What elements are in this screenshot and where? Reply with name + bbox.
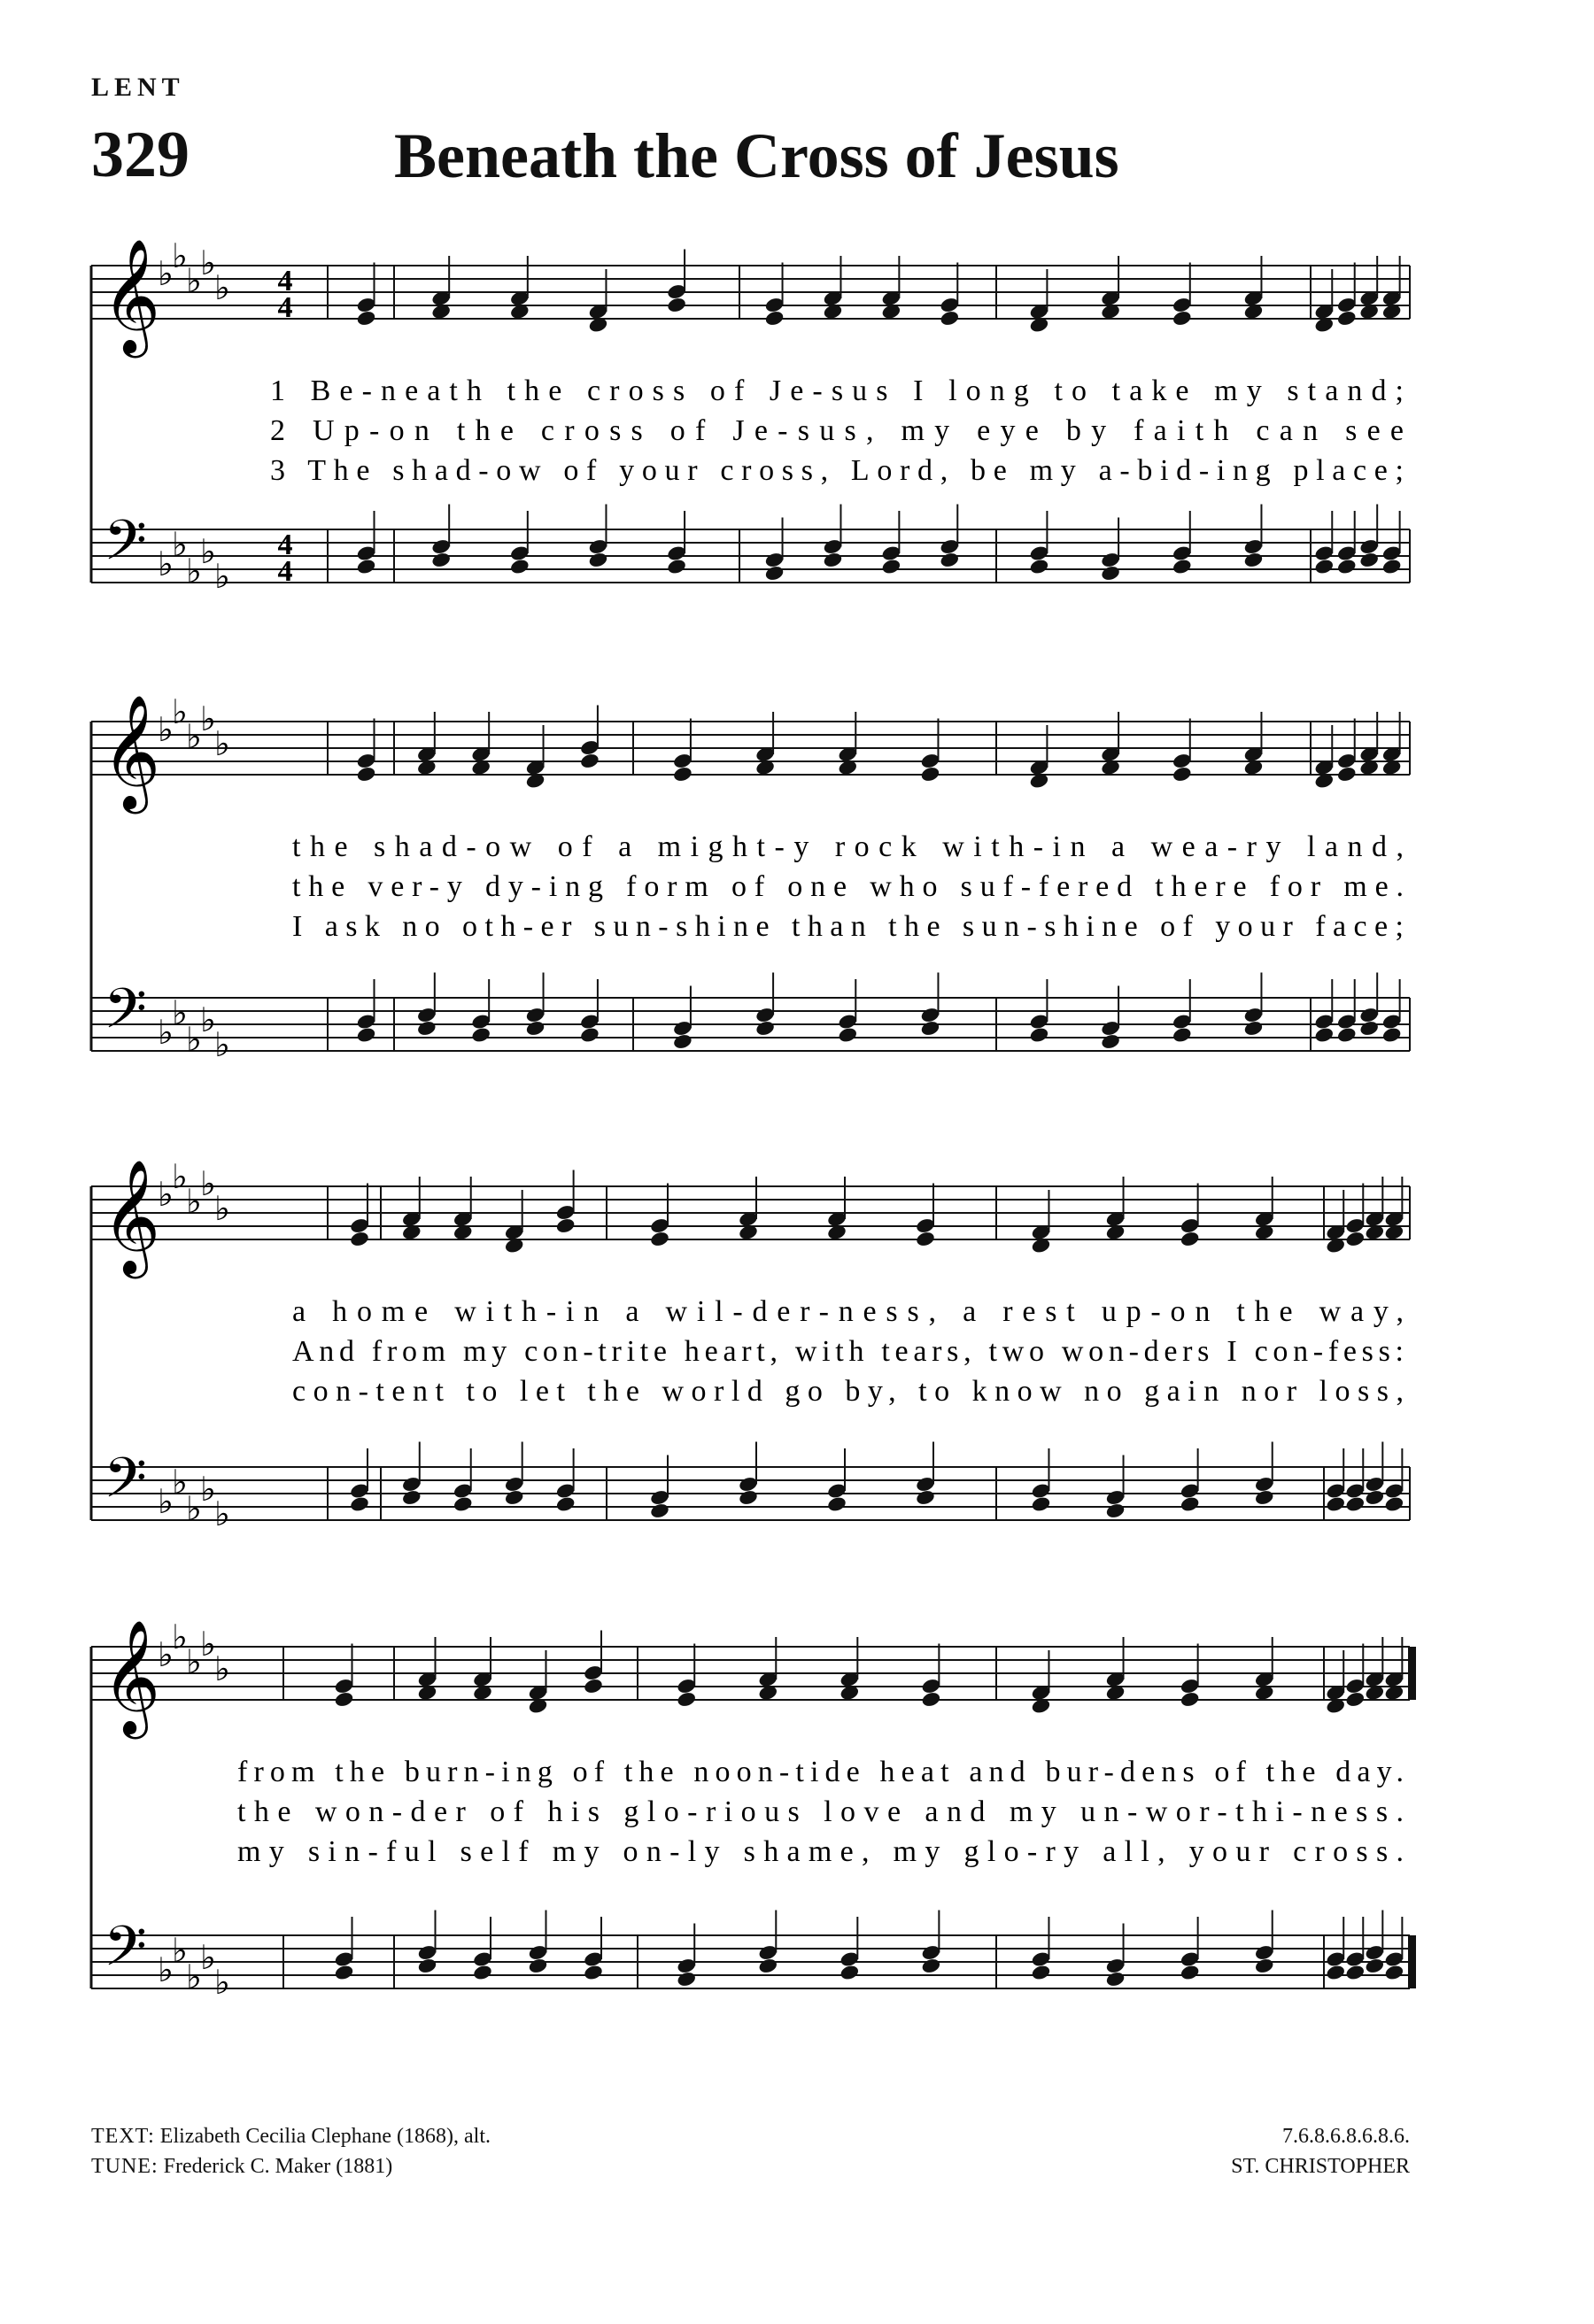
notehead [579,1026,600,1044]
notehead [915,1489,936,1507]
lyric-line-verse-1: a home with-in a wil-der-ness, a rest up-on the way, [292,1295,1404,1328]
notehead [525,1020,546,1038]
notehead [1172,558,1193,575]
flat-icon: ♭ [172,1159,188,1196]
flat-icon: ♭ [172,995,188,1032]
notehead [1344,1964,1366,1981]
notehead [738,1489,759,1507]
notehead [356,310,377,328]
meter: 7.6.8.6.8.6.8.6. [1282,2125,1410,2148]
notehead [1358,1020,1380,1038]
notehead [1105,1971,1126,1988]
lyric-line-verse-3: my sin-ful self my on-ly shame, my glo-ry all, your cross. [237,1835,1404,1868]
flat-icon: ♭ [158,546,174,583]
text-credit [91,2121,491,2151]
notehead [334,1691,355,1709]
flat-icon: ♭ [214,1965,230,2002]
flat-icon: ♭ [186,1022,202,1059]
lyric-line-verse-3: I ask no oth-er sun-shine than the sun-shine of your face; [292,910,1404,943]
flat-icon: ♭ [200,1940,216,1977]
notehead [1100,1033,1121,1051]
lyric-line-verse-3: 3 The shad-ow of your cross, Lord, be my a-bid-ing place; [270,454,1404,487]
notehead [416,1020,437,1038]
notehead [1254,1489,1275,1507]
flat-icon: ♭ [186,719,202,756]
notehead [1180,1964,1201,1981]
notehead [1180,1691,1201,1709]
flat-icon: ♭ [158,1637,174,1674]
flat-icon: ♭ [214,1191,230,1228]
notehead [1344,1495,1366,1513]
final-barline [1408,1647,1416,1700]
notehead [1243,552,1265,569]
hymn-title: Beneath the Cross of Jesus [394,120,1119,191]
notehead [453,1495,474,1513]
time-signature-digit: 4 [277,529,293,561]
notehead [1325,1495,1346,1513]
flat-icon: ♭ [172,1464,188,1502]
notehead [579,753,600,770]
notehead [1254,1957,1275,1975]
notehead [915,1231,936,1248]
lyric-line-verse-2: And from my con-trite heart, with tears, two won-ders I con-fess: [292,1335,1404,1368]
notehead [1180,1495,1201,1513]
notehead [1100,565,1121,583]
flat-icon: ♭ [214,559,230,596]
time-signature-digit: 4 [277,291,293,324]
notehead [1384,1495,1405,1513]
notehead [583,1678,604,1695]
flat-icon: ♭ [200,1166,216,1203]
notehead [921,1691,942,1709]
flat-icon: ♭ [186,1184,202,1221]
notehead [1029,1026,1050,1044]
notehead [1031,1495,1052,1513]
tune-name: ST. CHRISTOPHER [1231,2155,1410,2178]
notehead [417,1957,438,1975]
notehead [509,558,530,575]
notehead [840,1964,861,1981]
flat-icon: ♭ [158,256,174,293]
treble-clef-icon: 𝄞 [102,242,161,351]
notehead [1381,558,1403,575]
flat-icon: ♭ [200,701,216,738]
notehead [555,1495,576,1513]
notehead [1365,1489,1386,1507]
notehead [349,1231,370,1248]
notehead [823,552,844,569]
bass-clef-icon: 𝄢 [104,1448,147,1523]
notehead [1384,1964,1405,1981]
tune-credit [91,2151,491,2181]
notehead [672,1033,693,1051]
notehead [826,1495,847,1513]
credits-right [1231,2121,1410,2181]
flat-icon: ♭ [158,1484,174,1521]
time-signature-digit: 4 [277,265,293,297]
notehead [666,558,687,575]
notehead [1344,1231,1366,1248]
flat-icon: ♭ [172,1933,188,1970]
bass-clef-icon: 𝄢 [104,1917,147,1991]
bass-clef-icon: 𝄢 [104,511,147,585]
notehead [1029,558,1050,575]
notehead [1313,558,1335,575]
lyric-line-verse-2: the won-der of his glo-rious love and my un-wor-thi-ness. [237,1795,1404,1828]
notehead [528,1957,549,1975]
notehead [1180,1231,1201,1248]
tune-credit-value: Frederick C. Maker (1881) [163,2155,393,2178]
flat-icon: ♭ [200,1471,216,1509]
flat-icon: ♭ [186,1644,202,1681]
flat-icon: ♭ [158,1952,174,1989]
flat-icon: ♭ [186,263,202,300]
treble-clef-icon: 𝄞 [102,1162,161,1272]
notehead [583,1964,604,1981]
notehead [334,1964,355,1981]
tune-credit-label: TUNE: [91,2155,159,2178]
notehead [1325,1964,1346,1981]
flat-icon: ♭ [214,270,230,307]
notehead [588,552,609,569]
time-signature-digit: 4 [277,555,293,588]
notehead [921,1957,942,1975]
lyric-line-verse-2: 2 Up-on the cross of Je-sus, my eye by faith can see [270,414,1404,447]
credits-left [91,2121,491,2181]
notehead [649,1231,670,1248]
flat-icon: ♭ [172,527,188,564]
notehead [1336,1026,1358,1044]
notehead [1313,1026,1335,1044]
notehead [1344,1691,1366,1709]
lyric-line-verse-1: from the burn-ing of the noon-tide heat and bur-dens of the day. [237,1756,1404,1788]
notehead [1381,1026,1403,1044]
notehead [1336,310,1358,328]
notehead [356,1026,377,1044]
notehead [555,1217,576,1235]
lyric-line-verse-3: con-tent to let the world go by, to know no gain nor loss, [292,1375,1404,1408]
flat-icon: ♭ [200,245,216,282]
flat-icon: ♭ [214,1496,230,1533]
flat-icon: ♭ [214,1651,230,1688]
notehead [920,766,941,784]
notehead [1243,1020,1265,1038]
notehead [1172,310,1193,328]
notehead [666,297,687,314]
notehead [1336,558,1358,575]
lyric-line-verse-1: 1 Be-neath the cross of Je-sus I long to take my stand; [270,374,1404,407]
notehead [356,766,377,784]
treble-clef-icon: 𝄞 [102,698,161,807]
final-barline [1408,1935,1416,1988]
flat-icon: ♭ [214,1027,230,1064]
lyric-line-verse-2: the ver-y dy-ing form of one who suf-fered there for me. [292,870,1404,903]
text-credit-value: Elizabeth Cecilia Clephane (1868), alt. [159,2125,491,2148]
flat-icon: ♭ [186,1959,202,1996]
flat-icon: ♭ [186,1491,202,1528]
notehead [1336,766,1358,784]
flat-icon: ♭ [200,534,216,571]
bass-clef-icon: 𝄢 [104,979,147,1054]
notehead [430,552,452,569]
notehead [1365,1957,1386,1975]
flat-icon: ♭ [158,712,174,749]
notehead [1172,1026,1193,1044]
notehead [349,1495,370,1513]
notehead [401,1489,422,1507]
flat-icon: ♭ [158,1177,174,1214]
notehead [1031,1964,1052,1981]
notehead [470,1026,491,1044]
flat-icon: ♭ [172,1619,188,1656]
notehead [676,1691,697,1709]
notehead [472,1964,493,1981]
notehead [939,310,960,328]
lyric-line-verse-1: the shad-ow of a might-y rock with-in a wea-ry land, [292,830,1404,863]
notehead [881,558,902,575]
notehead [939,552,960,569]
notehead [1358,552,1380,569]
notehead [764,310,785,328]
notehead [757,1957,778,1975]
notehead [672,766,693,784]
notehead [1105,1502,1126,1520]
notehead [504,1489,525,1507]
notehead [837,1026,858,1044]
notehead [754,1020,776,1038]
hymn-number: 329 [91,119,190,191]
flat-icon: ♭ [200,1626,216,1664]
notehead [1172,766,1193,784]
notehead [649,1502,670,1520]
text-credit-label: TEXT: [91,2125,155,2148]
notehead [920,1020,941,1038]
flat-icon: ♭ [158,1015,174,1052]
flat-icon: ♭ [214,726,230,763]
notehead [676,1971,697,1988]
section-label: LENT [91,73,185,102]
flat-icon: ♭ [186,553,202,591]
flat-icon: ♭ [172,694,188,731]
flat-icon: ♭ [200,1002,216,1039]
notehead [764,565,785,583]
treble-clef-icon: 𝄞 [102,1623,161,1733]
flat-icon: ♭ [172,238,188,275]
notehead [356,558,377,575]
